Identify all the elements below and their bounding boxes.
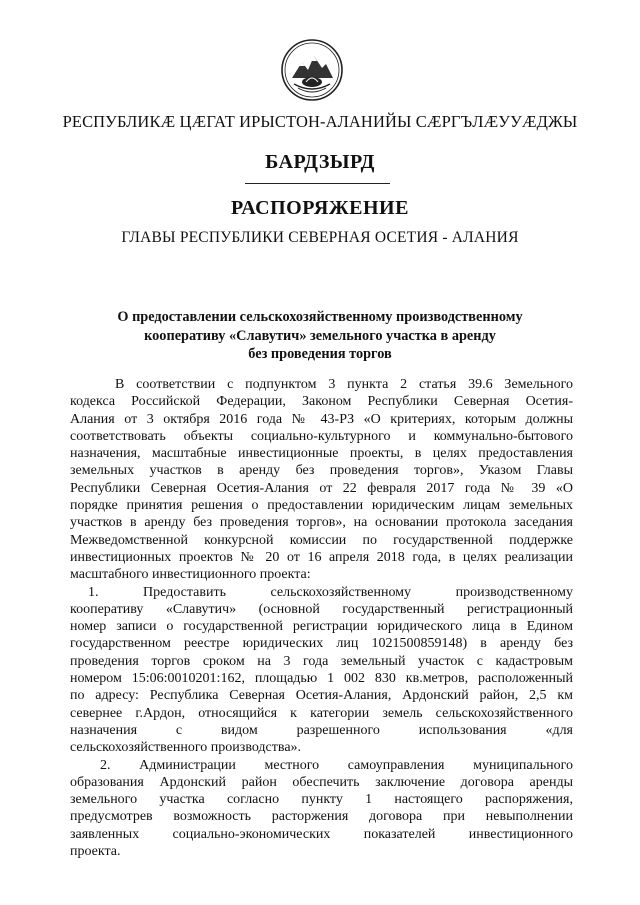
- body-line: государственном реестре юридических лиц 1021500859148) в аренду без: [70, 636, 573, 652]
- body-line: 2. Администрации местного самоуправления муниципального: [100, 757, 573, 773]
- body-line: номер записи о государственной регистрации юридического лица в Едином: [70, 619, 573, 635]
- document-title-ossetian: БАРДЗЫРД: [265, 151, 375, 173]
- body-line: предусмотрев возможность расторжения договора при невыполнении: [70, 809, 573, 825]
- title-divider: [245, 183, 390, 184]
- coat-of-arms-emblem: [280, 38, 344, 102]
- body-line: по адресу: Республика Северная Осетия-Алания, Ардонский район, 2,5 км: [70, 688, 573, 704]
- body-line: Республики Северная Осетия-Алания от 22 февраля 2017 года № 39 «О: [70, 480, 573, 496]
- body-line: земельного участка согласно пункту 1 настоящего распоряжения,: [70, 792, 573, 808]
- body-line: образования Ардонский район обеспечить заключение договора аренды: [70, 774, 573, 790]
- body-line: проведения торгов сроком на 3 года земельный участок с кадастровым: [70, 653, 573, 669]
- body-line: порядке принятия решения о предоставлении юридическим лицам земельных: [70, 498, 573, 514]
- body-line: номером 15:06:0010201:162, площадью 1 002 830 кв.метров, расположенный: [70, 671, 573, 687]
- body-line: сельскохозяйственного производства».: [70, 740, 302, 756]
- republic-name-ossetian: РЕСПУБЛИКӔ ЦӔГАТ ИРЫСТОН-АЛАНИЙЫ СӔРГЪЛӔУУӔДЖЫ: [62, 112, 578, 131]
- body-line: инвестиционных проектов № 20 от 16 апреля 2018 года, в целях реализации: [70, 549, 573, 565]
- document-subject: [60, 308, 580, 364]
- body-line: севернее г.Ардон, относящийся к категории земель сельскохозяйственного: [70, 705, 573, 721]
- subject-line: без проведения торгов: [248, 346, 392, 362]
- body-line: участков в аренду без проведения торгов», на основании протокола заседания: [70, 515, 573, 531]
- body-line: 1. Предоставить сельскохозяйственному производственному: [88, 584, 573, 600]
- body-line: назначения, масштабные инвестиционные проекты, в целях предоставления: [70, 446, 573, 462]
- subject-line: кооперативу «Славутич» земельного участка в аренду: [144, 327, 496, 344]
- body-line: соответствовать объекты социально-культурного и коммунально-бытового: [70, 428, 573, 444]
- body-line: назначения с видом разрешенного использования «для: [70, 722, 573, 738]
- document-body: [70, 376, 573, 860]
- body-line: кооперативу «Славутич» (основной государственный регистрационный: [70, 601, 573, 617]
- subject-line: О предоставлении сельскохозяйственному производственному: [117, 309, 523, 325]
- body-line: масштабного инвестиционного проекта:: [70, 567, 311, 583]
- body-line: земельных участков в аренду без проведения торгов», Указом Главы: [70, 463, 573, 479]
- body-line: кодекса Российской Федерации, Законом Республики Северная Осетия-: [70, 394, 573, 410]
- document-title: РАСПОРЯЖЕНИЕ: [231, 197, 409, 219]
- body-line: проекта.: [70, 844, 121, 860]
- issuer-line: ГЛАВЫ РЕСПУБЛИКИ СЕВЕРНАЯ ОСЕТИЯ - АЛАНИЯ: [121, 229, 519, 246]
- body-line: В соответствии с подпунктом 3 пункта 2 статья 39.6 Земельного: [115, 377, 573, 392]
- body-line: заявленных социально-экономических показателей инвестиционного: [70, 826, 573, 842]
- body-line: Алания от 3 октября 2016 года № 43-РЗ «О критериях, которым должны: [70, 411, 573, 427]
- body-line: Межведомственной конкурсной комиссии по государственной поддержке: [70, 532, 573, 548]
